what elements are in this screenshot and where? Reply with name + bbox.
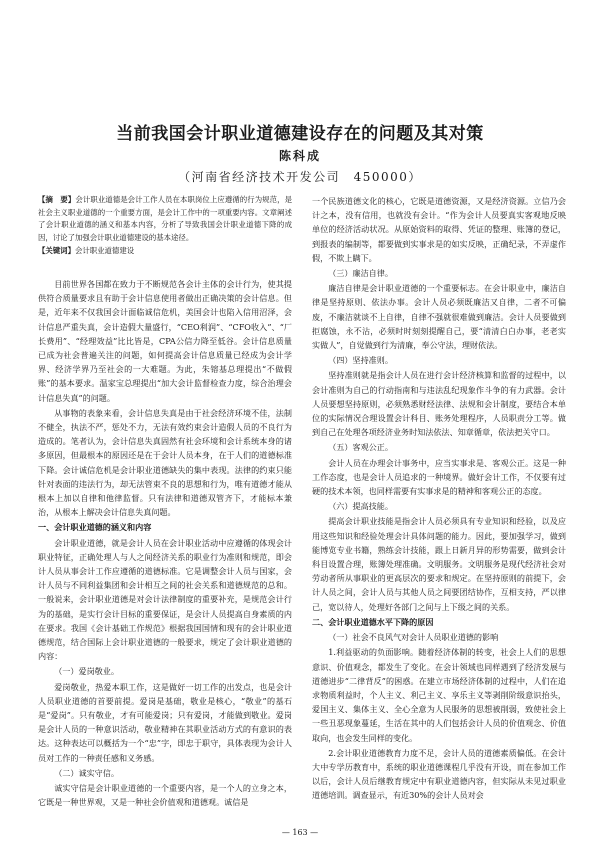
spacer bbox=[38, 259, 292, 277]
body-paragraph: 2.会计职业道德教育力度不足，会计人员的道德素质偏低。在会计大中专学历教育中，系统的职业道德课程几乎没有开设，而在参加工作以后，会计人员后继教育规定中有职业道德内容，但实际从未见过职业道德培训。调查显示，有近30%的会计人员对会 bbox=[312, 747, 566, 801]
section-heading: 二、会计职业道德水平下降的原因 bbox=[312, 616, 434, 627]
body-paragraph: 会计人员在办理会计事务中，应当实事求是、客观公正。这是一种工作态度，也是会计人员追求的一种境界。做好会计工作，不仅要有过硬的技术本领，也同样需要有实事求是的精神和客观公正的态度。 bbox=[312, 457, 566, 497]
keywords-label: 【关键词】 bbox=[38, 246, 75, 256]
subsection-heading: （一）爱岗敬业。 bbox=[54, 666, 119, 677]
body-paragraph: 一个民族道德文化的核心，它既是道德资源，又是经济资源。立信乃会计之本，没有信用，也就没有会计。“作为会计人员要真实客观地反映单位的经济活动状况。从原始资料的取得、凭证的整理、账簿的登记，到报表的编制等，都要做到实事求是的如实反映，正确纪录，不弄虚作假，不欺上瞒下。 bbox=[312, 196, 566, 263]
body-paragraph: 爱岗敬业，热爱本职工作，这是做好一切工作的出发点，也是会计人员职业道德的首要前提。爱岗是基础，敬业是核心，“敬业”的基石是“爱岗”。只有敬业，才有可能爱岗；只有爱岗，才能做到敬业。爱岗是会计人员的一种意识活动，敬业精神在其职业活动方式的有意识的表达。这种表达可以概括为一个“忠”字，即忠于职守，具体表现为会计人员对工作的一种责任感和义务感。 bbox=[38, 681, 292, 763]
body-paragraph: 目前世界各国都在致力于不断规范各会计主体的会计行为，使其提供符合质量要求且有助于会计信息使用者做出正确决策的会计信息。但是，近年来不仅我国会计面临诚信危机，美国会计也陷入信用沼泽，会计信息严重失真，会计造假大量盛行，“CEO利润”、“CFO收入”、“厂长费用”、“经理效益”比比皆是，CPA公信力降至低谷。会计信息质量已成为社会普遍关注的问题，如何提高会计信息质量已经成为会计学界、经济学界乃至社会的一大难题。为此，朱镕基总理提出“不做假账”的基本要求。温家宝总理提出“加大会计监督检查力度，综合治理会计信息失真”的问题。 bbox=[38, 278, 292, 403]
subsection-heading: （三）廉洁自律。 bbox=[328, 268, 393, 279]
page-number: — 163 — bbox=[281, 828, 319, 837]
body-paragraph: 廉洁自律是会计职业道德的一个重要标志。在会计职业中，廉洁自律是坚持原则、依法办事。会计人员必须既廉洁又自律，二者不可偏废，不廉洁就谈不上自律，自律不强就很难做到廉洁。会计人员要做到拒腐蚀，永不沾，必须时时刻刻提醒自己，要“清清白白办事，老老实实做人”，自觉做到行为清廉，奉公守法，理财依法。 bbox=[312, 283, 566, 351]
author-affiliation: （河南省经济技术开发公司 450000） bbox=[178, 170, 422, 184]
body-paragraph: 坚持准则就是指会计人员在进行会计经济核算和监督的过程中，以会计准则为自己的行动指南和与违法乱纪现象作斗争的有力武器。会计人员要想坚持原则，必须熟悉财经法律、法规和会计制度，要结合本单位的实际情况合理设置会计科目、账务处理程序，人员职责分工等。做到自己在处理各项经济业务时知法依法、知章循章，依法把关守口。 bbox=[312, 370, 566, 438]
subsection-heading: （六）提高技能。 bbox=[328, 501, 393, 512]
body-paragraph: 会计职业道德，就是会计人员在会计职业活动中应遵循的体现会计职业特征，正确处理人与人之间经济关系的职业行为准则和规范，即会计人员从事会计工作应遵循的道德标准。它是调整会计人员与国家，会计人员与不同利益集团和会计相互之间的社会关系和道德规范的总和。一般说来，会计职业道德是对会计法律制度的重要补充，是规范会计行为的基础，是实行会计目标的重要保证，是会计人员提高自身素质的内在要求。我国《会计基础工作规范》根据我国国情和现有的会计职业道德规范，结合国际上会计职业道德的一般要求，规定了会计职业道德的内容： bbox=[38, 537, 292, 662]
right-column bbox=[312, 194, 566, 804]
subsection-heading: （二）诚实守信。 bbox=[54, 767, 119, 778]
abstract bbox=[38, 194, 292, 244]
body-paragraph: 诚实守信是会计职业道德的一个重要内容，是一个人的立身之本，它既是一种世界观，又是一种社会价值观和道德观。诚信是 bbox=[38, 783, 292, 808]
body-paragraph: 1.利益驱动的负面影响。随着经济体制的转变，社会上人们的思想意识、价值观念，都发生了变化。在会计领域也同样遇到了经济发展与道德进步“二律背反”的困惑。在建立市场经济体制的过程中，人们在追求物质利益时，个人主义、利己主义、享乐主义等剥削阶级意识抬头，爱国主义、集体主义、全心全意为人民服务的思想被削弱，致使社会上一些丑恶现象蔓延，生活在其中的人们包括会计人员的价值观念、价值取向，也会发生同样的变化。 bbox=[312, 647, 566, 743]
keywords-text: 会计职业道德建设 bbox=[74, 246, 135, 256]
body-paragraph: 从事物的表象来看，会计信息失真是由于社会经济环境不佳，法制不健全，执法不严，惩处不力，无法有效约束会计造假人员的不良行为造成的。笔者认为，会计信息失真固然有社会环境和会计系统本身的诸多原因，但最根本的原因还是在于会计人员本身，在于人们的道德标准下降。会计诚信危机是会计职业道德缺失的集中表现。法律的约束只能针对表面的违法行为，却无法管束不良的思想和行为，唯有道德才能从根本上加以自律和他律监督。只有法律和道德双管齐下，才能标本兼治，从根本上解决会计信息失真问题。 bbox=[38, 407, 292, 518]
abstract-label: 【摘 要】 bbox=[38, 195, 76, 204]
left-column bbox=[38, 194, 292, 810]
keywords bbox=[38, 245, 292, 258]
subsection-heading: （四）坚持准则。 bbox=[328, 355, 393, 366]
section-heading: 一、会计职业道德的涵义和内容 bbox=[38, 522, 152, 533]
abstract-text: 会计职业道德是会计工作人员在本职岗位上应遵循的行为规范，是社会主义职业道德的一个重要方面，是会计工作中的一项重要内容。文章阐述了会计职业道德的涵义和基本内容，分析了导致我国会计职业道德下降的成因，讨论了加强会计职业道德建设的基本途径。 bbox=[38, 195, 292, 242]
article-title: 当前我国会计职业道德建设存在的问题及其对策 bbox=[116, 124, 484, 144]
author-name: 陈科成 bbox=[278, 149, 321, 163]
subsection-heading: （五）客观公正。 bbox=[328, 442, 393, 453]
body-paragraph: 提高会计职业技能是指会计人员必须具有专业知识和经验，以及应用这些知识和经验处理会计具体问题的能力。因此，要加强学习，做到能博览专业书籍，熟练会计技能，跟上日新月异的形势需要，做到会计科目设置合理，账簿处理准确。文明服务。文明服务是现代经济社会对劳动者所从事职业的更高层次的要求和规定。在坚持原则的前提下，会计人员之间，会计人员与其他人员之间要团结协作，互相支持，严以律己，宽以待人，处理好各部门之间与上下级之间的关系。 bbox=[312, 516, 566, 612]
subsection-heading: （一）社会不良风气对会计人员职业道德的影响 bbox=[328, 632, 499, 643]
